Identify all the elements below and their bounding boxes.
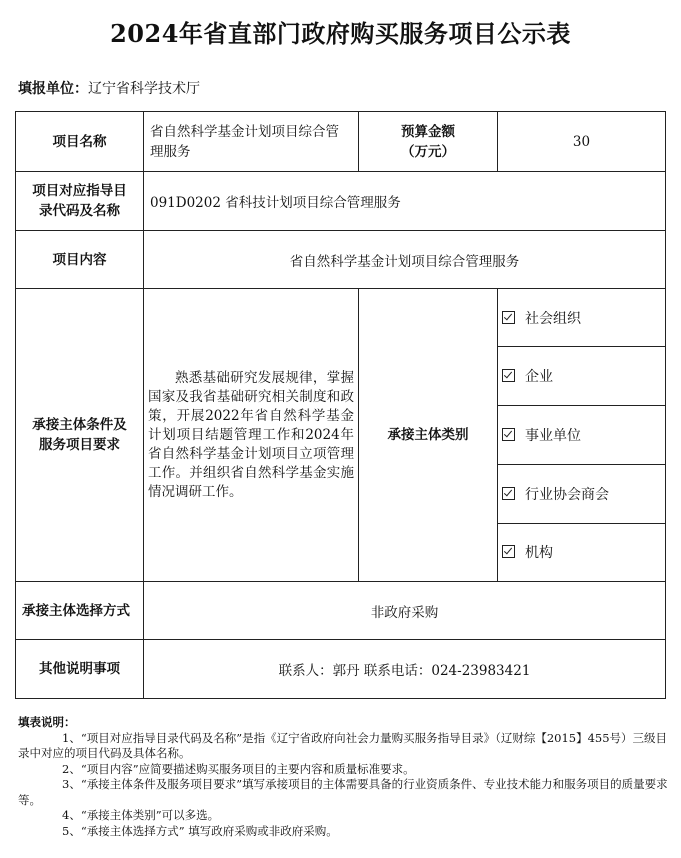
requirements-label-line1: 承接主体条件及	[32, 417, 127, 433]
entity-type-option[interactable]	[498, 347, 665, 406]
requirements-label-line2: 服务项目要求	[39, 437, 120, 453]
filing-unit	[18, 78, 200, 98]
entity-type-option-label: 企业	[525, 369, 553, 386]
instruction-item: 4、“承接主体类别”可以多选。	[62, 808, 220, 822]
budget-label-line2: （万元）	[401, 143, 455, 160]
project-name-label: 项目名称	[16, 112, 144, 172]
entity-type-options	[498, 289, 666, 582]
content-value: 省自然科学基金计划项目综合管理服务	[144, 231, 666, 289]
selection-label: 承接主体选择方式	[16, 582, 144, 640]
requirements-label	[16, 289, 144, 582]
catalog-label-line1: 项目对应指导目	[32, 183, 127, 199]
instruction-item: 1、“项目对应指导目录代码及名称”是指《辽宁省政府向社会力量购买服务指导目录》（辽财综【2015】455号）三级目录中对应的项目代码及具体名称。	[18, 730, 668, 760]
fill-instructions	[18, 715, 668, 839]
requirements-text: 熟悉基础研究发展规律，掌握国家及我省基础研究相关制度和政策，开展2022年省自然科学基金计划项目结题管理工作和2024年省自然科学基金计划项目立项管理工作。并组织省自然科学基金实施情况调研工作。	[148, 369, 354, 500]
checkbox-checked-icon	[502, 487, 515, 500]
checkbox-checked-icon	[502, 369, 515, 382]
entity-type-option-label: 行业协会商会	[525, 486, 609, 503]
instruction-item: 3、“承接主体条件及服务项目要求”填写承接项目的主体需要具备的行业资质条件、专业技术能力和服务项目的质量要求等。	[18, 777, 668, 807]
project-name-value: 省自然科学基金计划项目综合管理服务	[144, 112, 359, 172]
requirements-value	[144, 289, 359, 582]
checkbox-checked-icon	[502, 428, 515, 441]
publicity-table	[15, 111, 666, 699]
page-title: 2024年省直部门政府购买服务项目公示表	[110, 19, 571, 48]
checkbox-checked-icon	[502, 311, 515, 324]
entity-type-option-label: 机构	[525, 545, 553, 562]
filing-unit-label: 填报单位：	[18, 81, 88, 97]
checkbox-checked-icon	[502, 545, 515, 558]
entity-type-option[interactable]	[498, 464, 665, 523]
budget-value: 30	[498, 112, 666, 172]
instruction-item: 2、“项目内容”应简要描述购买服务项目的主要内容和质量标准要求。	[62, 761, 415, 776]
budget-label	[359, 112, 498, 172]
instructions-heading: 填表说明：	[18, 715, 76, 729]
instruction-item: 5、“承接主体选择方式” 填写政府采购或非政府采购。	[62, 823, 338, 838]
other-label: 其他说明事项	[16, 640, 144, 699]
entity-type-option-label: 事业单位	[525, 427, 581, 444]
catalog-label	[16, 172, 144, 231]
content-label: 项目内容	[16, 231, 144, 289]
entity-type-label: 承接主体类别	[359, 289, 498, 582]
selection-value: 非政府采购	[144, 582, 666, 640]
catalog-label-line2: 录代码及名称	[39, 203, 120, 219]
other-value: 联系人：郭丹 联系电话：024-23983421	[144, 640, 666, 699]
filing-unit-value: 辽宁省科学技术厅	[88, 81, 200, 97]
entity-type-option[interactable]	[498, 406, 665, 465]
entity-type-option-label: 社会组织	[525, 310, 581, 327]
entity-type-option[interactable]	[498, 523, 665, 581]
budget-label-line1: 预算金额	[401, 123, 455, 140]
catalog-value: 091D0202 省科技计划项目综合管理服务	[144, 172, 666, 231]
entity-type-option[interactable]	[498, 289, 665, 347]
